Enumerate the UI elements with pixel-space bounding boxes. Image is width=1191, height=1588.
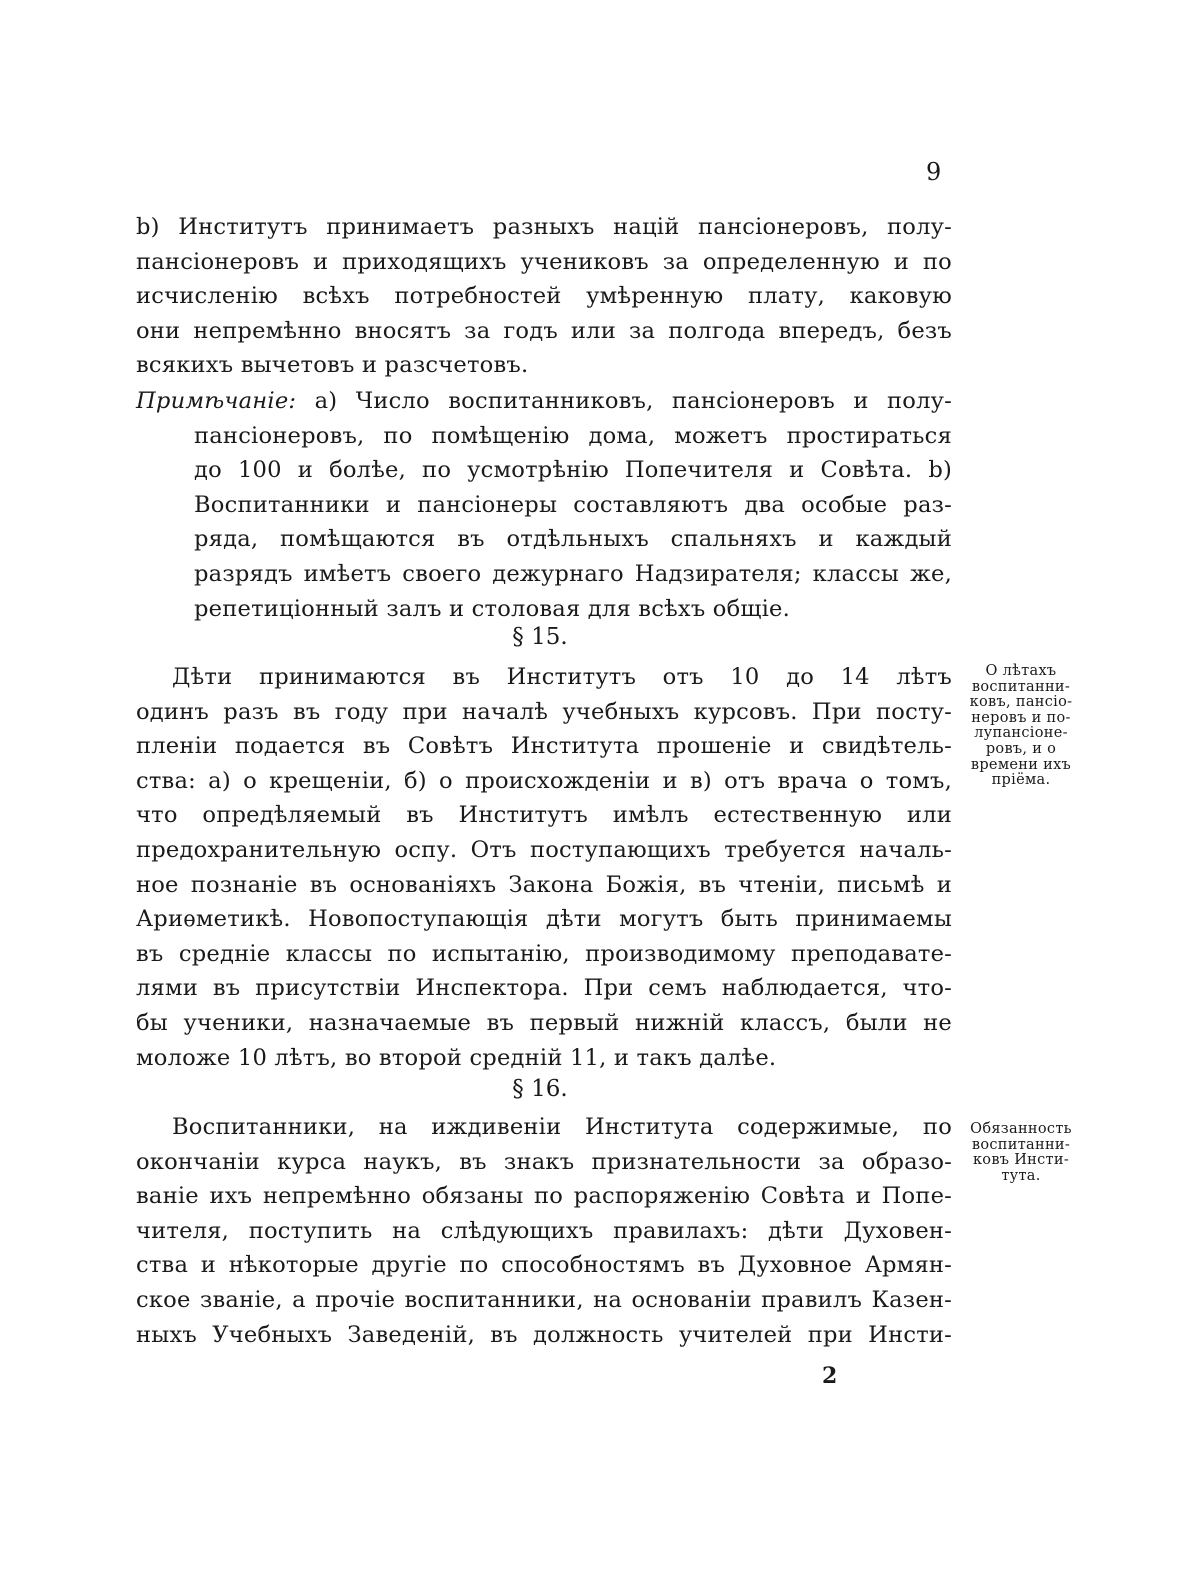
text-line: предохранительную оспу. Отъ поступающихъ требуется началь- bbox=[136, 836, 952, 863]
text-line: лями въ присутствіи Инспектора. При семъ наблюдается, что- bbox=[136, 975, 952, 1002]
text-line: ства и нѣкоторые другіе по способностямъ въ Духовное Армян- bbox=[136, 1252, 952, 1279]
text-line: ное познаніе въ основаніяхъ Закона Божія, въ чтеніи, письмѣ и bbox=[136, 871, 952, 898]
margin-note-line: ковъ Инсти- bbox=[972, 1152, 1070, 1169]
margin-note-line: неровъ и по- bbox=[971, 709, 1071, 726]
note-line: до 100 и болѣе, по усмотрѣнію Попечителя и Совѣта. b) bbox=[194, 457, 952, 484]
text-line: одинъ разъ въ году при началѣ учебныхъ курсовъ. При посту- bbox=[136, 698, 952, 725]
text-line: пансіонеровъ и приходящихъ учениковъ за определенную и по bbox=[136, 248, 952, 275]
text-line: что опредѣляемый въ Институтъ имѣлъ естественную или bbox=[136, 802, 952, 829]
text-line: всякихъ вычетовъ и разсчетовъ. bbox=[136, 352, 529, 379]
section-16-body bbox=[136, 1110, 952, 1352]
text-line: пленіи подается въ Совѣтъ Института прошеніе и свидѣтель- bbox=[136, 733, 952, 760]
text-line: ства: а) о крещеніи, б) о происхожденіи и в) отъ врача о томъ, bbox=[136, 767, 952, 794]
signature-mark: 2 bbox=[822, 1363, 838, 1389]
note-line: Воспитанники и пансіонеры составляютъ два особые раз- bbox=[194, 491, 952, 518]
text-line: бы ученики, назначаемые въ первый нижній классъ, были не bbox=[136, 1009, 952, 1036]
margin-note-line: ковъ, пансіо- bbox=[969, 694, 1073, 711]
text-line: въ средніе классы по испытанію, производимому преподавате- bbox=[136, 940, 952, 967]
margin-note-line: тута. bbox=[1001, 1167, 1041, 1184]
text-line: Дѣти принимаются въ Институтъ отъ 10 до 14 лѣтъ bbox=[172, 664, 952, 690]
text-line: окончаніи курса наукъ, въ знакъ признательности за образо- bbox=[136, 1148, 952, 1175]
text-line: Ариѳметикѣ. Новопоступающія дѣти могутъ быть принимаемы bbox=[136, 906, 952, 933]
note-first-line bbox=[136, 384, 952, 419]
note-line: разрядъ имѣетъ своего дежурнаго Надзирателя; классы же, bbox=[194, 560, 952, 587]
text-line: ское званіе, а прочіе воспитанники, на основаніи правилъ Казен- bbox=[136, 1286, 952, 1313]
page-number: 9 bbox=[926, 158, 942, 186]
note-label: Примѣчаніе: bbox=[136, 388, 297, 414]
margin-note-line: времени ихъ bbox=[970, 756, 1072, 773]
margin-note-line: О лѣтахъ bbox=[985, 663, 1057, 679]
section-15-heading: § 15. bbox=[512, 624, 568, 650]
text-line: ваніе ихъ непремѣнно обязаны по распоряженію Совѣта и Попе- bbox=[136, 1183, 952, 1210]
text-line: чителя, поступить на слѣдующихъ правилахъ: дѣти Духовен- bbox=[136, 1217, 952, 1244]
note-line bbox=[136, 384, 952, 419]
paragraph-b bbox=[136, 210, 952, 383]
note-line: пансіонеровъ, по помѣщенію дома, можетъ простираться bbox=[194, 422, 952, 449]
section-15-body bbox=[136, 660, 952, 1075]
text-line: b) Институтъ принимаетъ разныхъ націй пансіонеровъ, полу- bbox=[136, 214, 952, 240]
margin-note-line: Обязанность bbox=[970, 1121, 1072, 1137]
text-line: ныхъ Учебныхъ Заведеній, въ должность учителей при Инсти- bbox=[136, 1321, 952, 1348]
margin-note-line: пріёма. bbox=[991, 772, 1051, 789]
section-15-margin-note bbox=[958, 664, 1084, 789]
text-line: они непремѣнно вносятъ за годъ или за полгода впередъ, безъ bbox=[136, 317, 952, 344]
margin-note-line: воспитанни- bbox=[971, 678, 1071, 695]
text-line: Воспитанники, на иждивеніи Института содержимые, по bbox=[172, 1114, 952, 1140]
margin-note-line: воспитанни- bbox=[971, 1136, 1071, 1153]
margin-note-line: лупансіоне- bbox=[974, 725, 1068, 742]
note-body bbox=[194, 419, 952, 627]
note-line: ряда, помѣщаются въ отдѣльныхъ спальняхъ и каждый bbox=[194, 526, 952, 553]
margin-note-line: ровъ, и о bbox=[985, 740, 1057, 757]
text-line: моложе 10 лѣтъ, во второй средній 11, и такъ далѣе. bbox=[136, 1044, 777, 1071]
note-line: репетиціонный залъ и столовая для всѣхъ общіе. bbox=[194, 595, 790, 622]
section-16-heading: § 16. bbox=[512, 1076, 568, 1102]
text-line: исчисленію всѣхъ потребностей умѣренную плату, каковую bbox=[136, 283, 952, 310]
section-16-margin-note bbox=[958, 1122, 1084, 1184]
note-line-rest: а) Число воспитанниковъ, пансіонеровъ и полу- bbox=[296, 388, 952, 414]
